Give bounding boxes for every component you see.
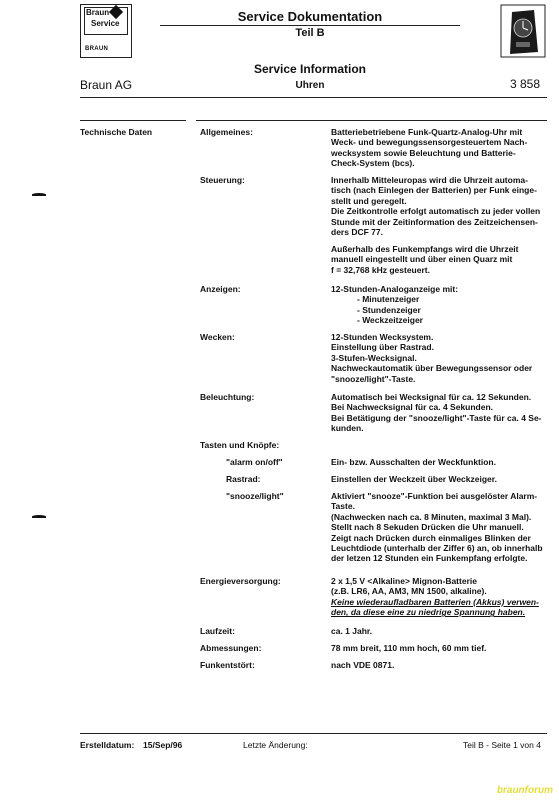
company-name: Braun AG xyxy=(80,78,133,92)
label-tasten: Tasten und Knöpfe: xyxy=(200,440,280,450)
value-anzeigen: 12-Stunden-Analoganzeige mit: - Minutenzeiger - Stundenzeiger - Weckzeitzeiger xyxy=(331,284,459,326)
value-allgemeines: Batteriebetriebene Funk-Quartz-Analog-Uhr mit Weck- und bewegungssensorgesteuertem Nach- wecksystem sowie Beleuchtung und Batterie- Check-System (bcs). xyxy=(331,127,528,169)
logo-line2: Service xyxy=(91,19,120,28)
changed-label: Letzte Änderung: xyxy=(243,740,308,750)
value-energie: 2 x 1,5 V <Alkaline> Mignon-Batterie (z.B. LR6, AA, AM3, MN 1500, alkaline). Keine wiederaufladbaren Batterien (Akkus) verwen- den, da diese eine zu niedrige Spannung haben. xyxy=(331,576,539,618)
clock-device-icon xyxy=(500,4,546,58)
value-snooze: Aktiviert "snooze"-Funktion bei ausgelöster Alarm- Taste. (Nachwecken nach ca. 8 Minuten, maximal 3 Mal). Stellt nach 8 Sekuden Drücken die Uhr manuell. Zeigt nach Drücken durch einmaliges Blinken der Leuchtdiode (unterhalb der Ziffer 6) an, ob innerhalb der letzen 12 Stunden ein Funkempfang erfolgte. xyxy=(331,491,543,564)
braun-service-logo xyxy=(80,4,132,58)
label-steuerung: Steuerung: xyxy=(200,175,245,185)
label-laufzeit: Laufzeit: xyxy=(200,626,235,636)
title-divider xyxy=(160,25,460,26)
section-title: Technische Daten xyxy=(80,127,153,137)
section-rule-left xyxy=(80,120,186,121)
label-rastrad: Rastrad: xyxy=(226,474,261,484)
watermark: braunforum xyxy=(496,785,553,796)
doc-subtitle: Teil B xyxy=(295,27,325,39)
info-subtitle: Uhren xyxy=(295,80,325,91)
value-steuerung: Innerhalb Mitteleuropas wird die Uhrzeit automa- tisch (nach Einlegen der Batterien) per Funk einge- stellt und geregelt. Die Zeitkontrolle erfolgt automatisch zu jeder vollen Stunde mit der Zeitinformation des Zeitzeichensen- ders DCF 77. xyxy=(331,175,541,238)
logo-line1: Braun xyxy=(86,8,110,17)
doc-title: Service Dokumentation xyxy=(237,9,383,24)
label-anzeigen: Anzeigen: xyxy=(200,284,241,294)
value-alarm: Ein- bzw. Ausschalten der Weckfunktion. xyxy=(331,457,496,467)
label-energie: Energieversorgung: xyxy=(200,576,281,586)
created-label: Erstelldatum: xyxy=(80,740,135,750)
info-title: Service Information xyxy=(253,62,367,76)
binding-mark xyxy=(32,193,46,196)
value-steuerung-manual: Außerhalb des Funkempfangs wird die Uhrzeit manuell eingestellt und über einen Quarz mit f = 32,768 kHz gesteuert. xyxy=(331,244,519,275)
label-funk: Funkentstört: xyxy=(200,660,255,670)
header-divider xyxy=(80,97,547,98)
label-beleuchtung: Beleuchtung: xyxy=(200,392,255,402)
created-value: 15/Sep/96 xyxy=(143,740,183,750)
value-wecken: 12-Stunden Wecksystem. Einstellung über Rastrad. 3-Stufen-Wecksignal. Nachweckautomatik über Bewegungssensor oder "snooze/light"-Taste. xyxy=(331,332,533,384)
document-number: 3 858 xyxy=(510,77,541,91)
value-abmessungen: 78 mm breit, 110 mm hoch, 60 mm tief. xyxy=(331,643,487,653)
section-rule-right xyxy=(196,120,547,121)
value-rastrad: Einstellen der Weckzeit über Weckzeiger. xyxy=(331,474,497,484)
value-funk: nach VDE 0871. xyxy=(331,660,395,670)
page-number: Teil B - Seite 1 von 4 xyxy=(463,740,541,750)
label-allgemeines: Allgemeines: xyxy=(200,127,253,137)
logo-small-text: BRAUN xyxy=(85,46,109,52)
label-abmessungen: Abmessungen: xyxy=(200,643,262,653)
label-snooze: "snooze/light" xyxy=(226,491,284,501)
value-beleuchtung: Automatisch bei Wecksignal für ca. 12 Sekunden. Bei Nachwecksignal für ca. 4 Sekunden. Bei Betätigung der "snooze/light"-Taste für ca. 4 Se- kunden. xyxy=(331,392,542,434)
label-wecken: Wecken: xyxy=(200,332,235,342)
footer-divider xyxy=(80,733,547,734)
binding-mark xyxy=(32,515,46,518)
value-laufzeit: ca. 1 Jahr. xyxy=(331,626,373,636)
label-alarm: "alarm on/off" xyxy=(226,457,283,467)
